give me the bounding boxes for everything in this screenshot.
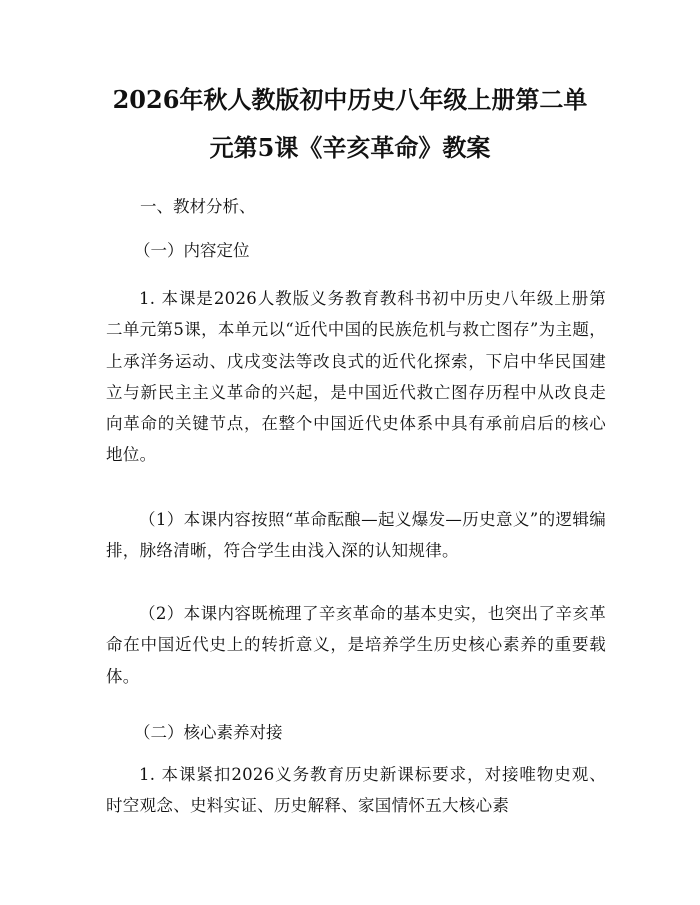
paragraph-content-logic: （1）本课内容按照“革命酝酿—起义爆发—历史意义”的逻辑编排，脉络清晰，符合学生由浅入深的认知规律。 (106, 510, 606, 561)
document-title-line-1: 2026年秋人教版初中历史八年级上册第二单 (112, 85, 588, 114)
paragraph-curriculum-standards: 1. 本课紧扣2026义务教育历史新课标要求，对接唯物史观、时空观念、史料实证、历史解释、家国情怀五大核心素 (106, 765, 606, 816)
section-heading-textbook-analysis: 一、教材分析、 (140, 197, 256, 216)
subsection-heading-content-positioning: （一）内容定位 (134, 241, 250, 260)
subsection-heading-core-literacy: （二）核心素养对接 (134, 723, 283, 742)
document-title-line-2: 元第5课《辛亥革命》教案 (209, 133, 491, 162)
paragraph-lesson-positioning: 1. 本课是2026人教版义务教育教科书初中历史八年级上册第二单元第5课，本单元以“近代中国的民族危机与救亡图存”为主题，上承洋务运动、戊戌变法等改良式的近代化探索，下启中华民国建立与新民主主义革命的兴起，是中国近代救亡图存历程中从改良走向革命的关键节点，在整个中国近代史体系中具有承前启后的核心地位。 (106, 289, 606, 465)
paragraph-content-significance: （2）本课内容既梳理了辛亥革命的基本史实，也突出了辛亥革命在中国近代史上的转折意义，是培养学生历史核心素养的重要载体。 (106, 604, 606, 686)
